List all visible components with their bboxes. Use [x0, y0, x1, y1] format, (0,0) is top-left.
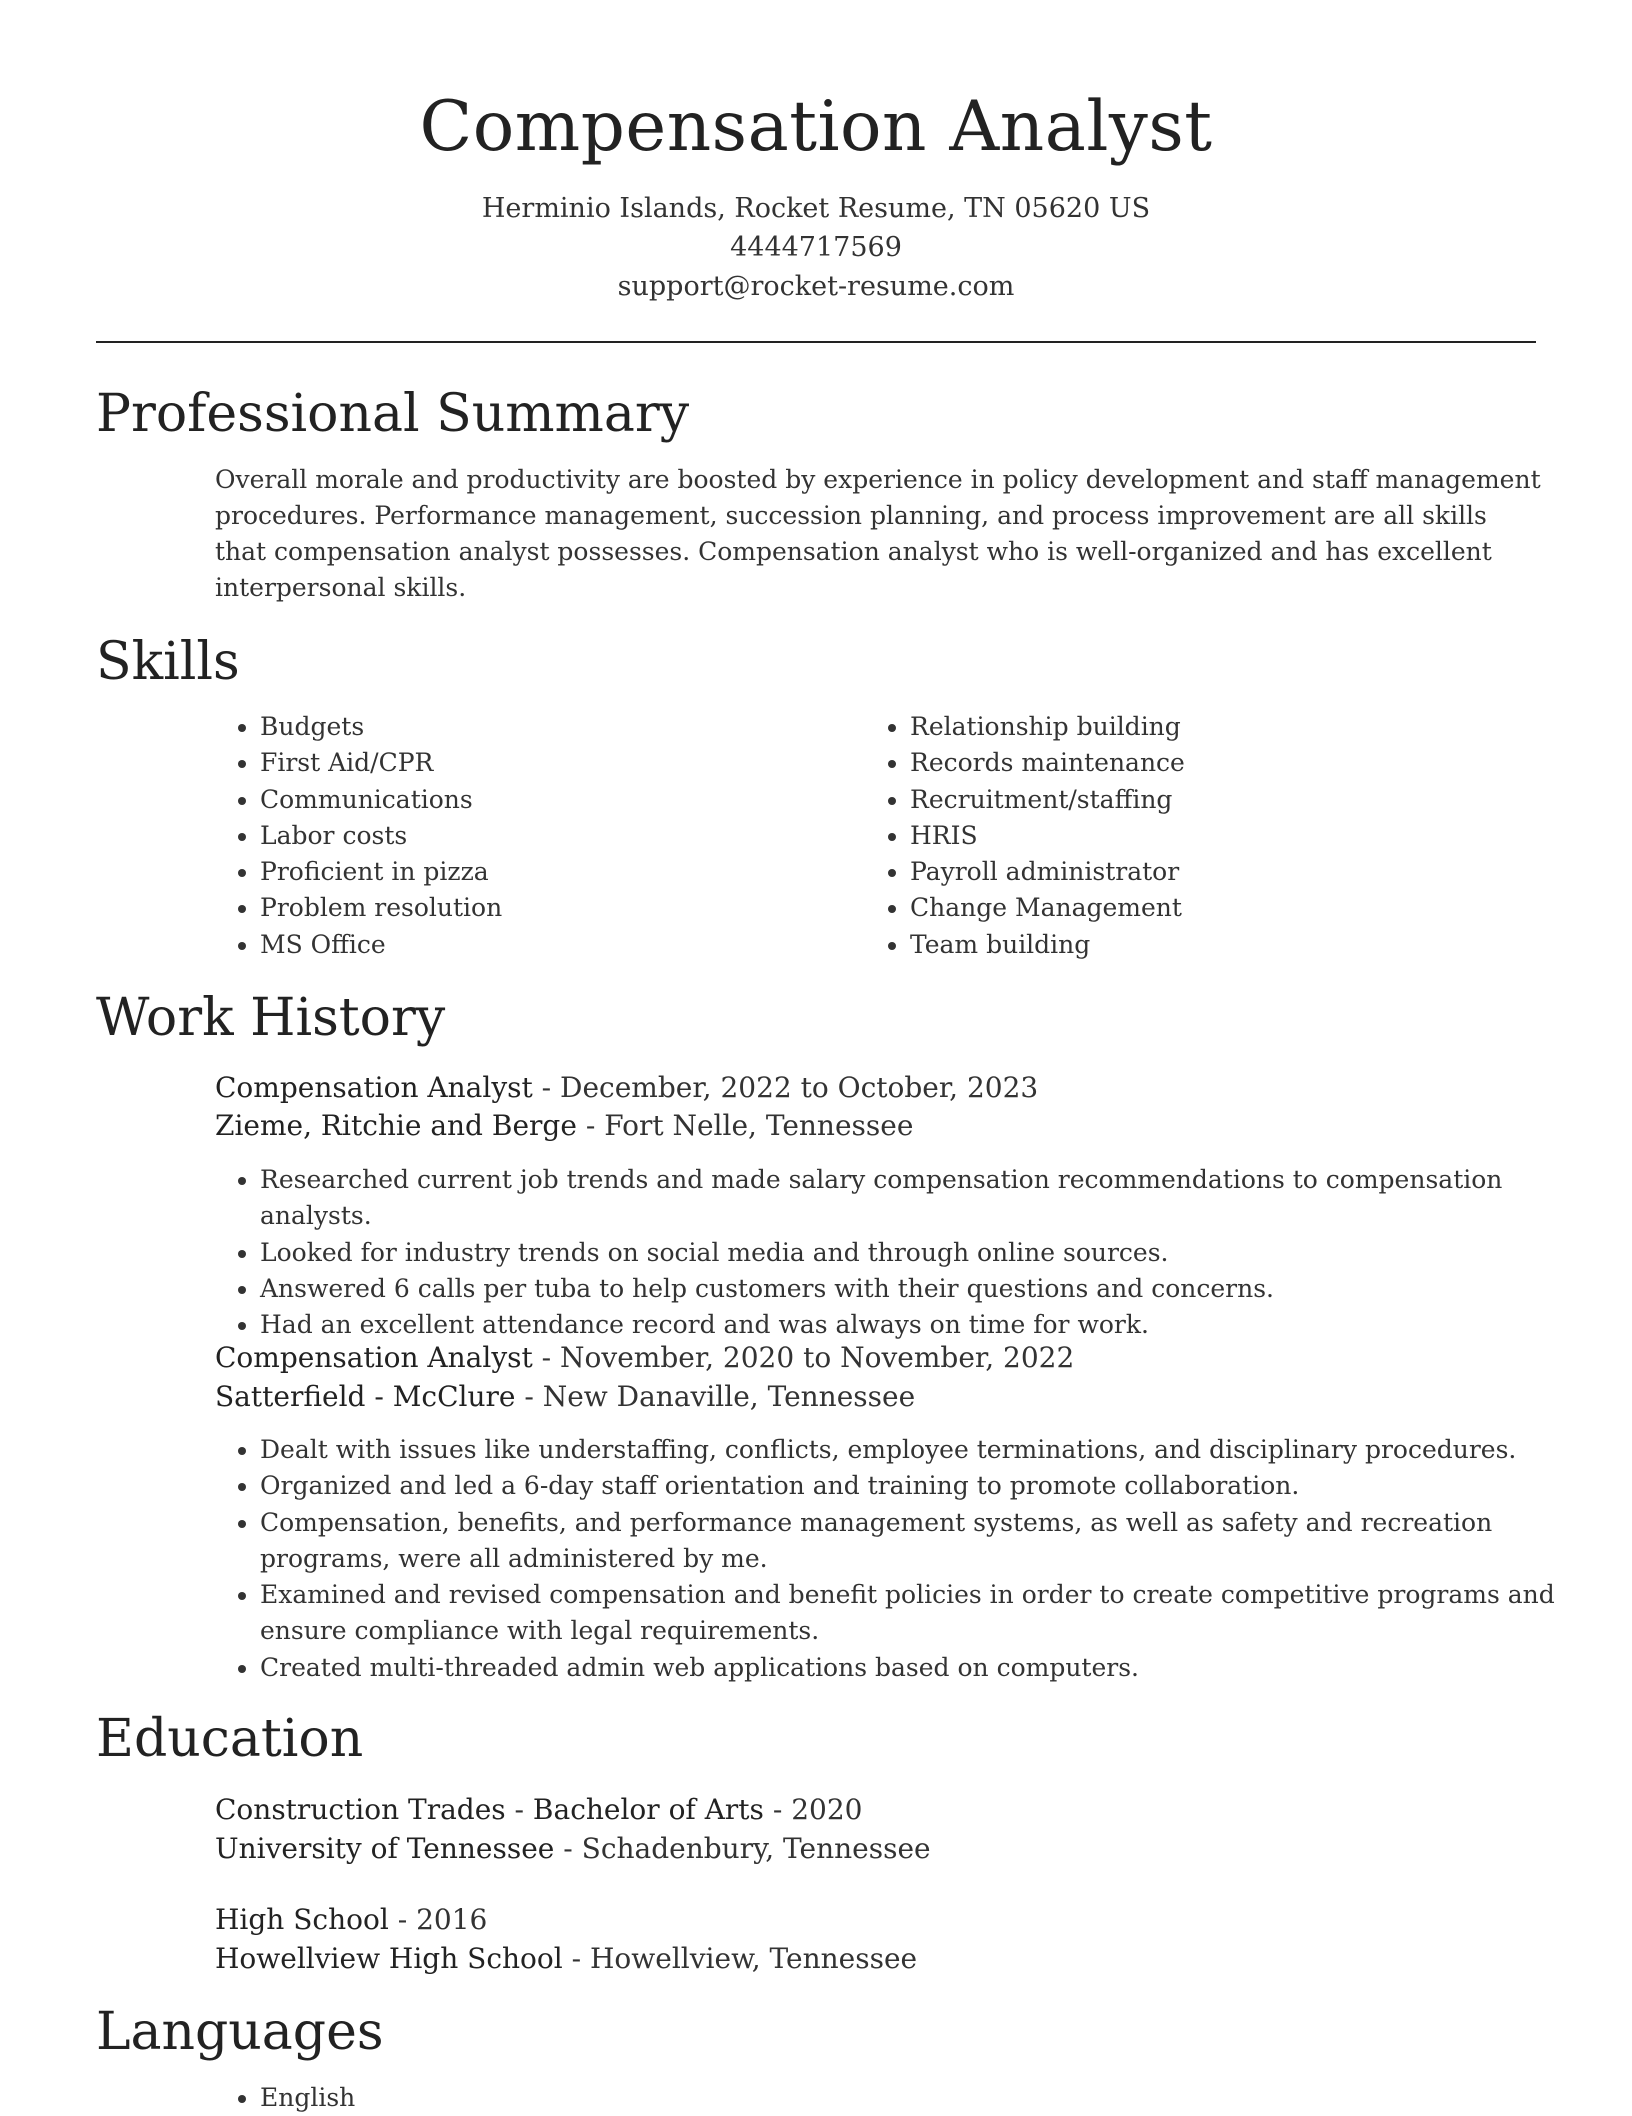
list-item: • MS Office — [260, 927, 860, 963]
list-item: • Budgets — [260, 709, 860, 745]
list-item: • Examined and revised compensation and benefit policies in order to create competitive programs and ensure compliance with legal requirements. — [260, 1577, 1590, 1650]
list-item: • Change Management — [910, 890, 1510, 926]
list-item: • Payroll administrator — [910, 854, 1510, 890]
list-item: • HRIS — [910, 818, 1510, 854]
list-item: • English — [260, 2080, 860, 2116]
separator: - — [576, 1109, 605, 1142]
section-title-summary: Professional Summary — [96, 384, 690, 444]
header-divider — [96, 341, 1536, 343]
list-item: • Dealt with issues like understaffing, conflicts, employee terminations, and disciplinary procedures. — [260, 1432, 1590, 1468]
school-location: Howellview, Tennessee — [590, 1942, 918, 1975]
section-title-skills: Skills — [96, 632, 240, 692]
list-item: • Looked for industry trends on social media and through online sources. — [260, 1235, 1590, 1271]
education-year: 2020 — [791, 1793, 863, 1826]
list-item: • Records maintenance — [910, 745, 1510, 781]
education-heading — [215, 1901, 487, 1939]
list-item: • Researched current job trends and made salary compensation recommendations to compensation analysts. — [260, 1162, 1590, 1235]
separator: - — [515, 1380, 543, 1413]
education-year: 2016 — [416, 1903, 488, 1936]
list-item: • First Aid/CPR — [260, 745, 860, 781]
list-item: • Relationship building — [910, 709, 1510, 745]
job-duties-list — [215, 1432, 1590, 1686]
job-dates: November, 2020 to November, 2022 — [560, 1341, 1075, 1374]
languages-list — [215, 2080, 860, 2116]
school-name: Howellview High School — [215, 1942, 563, 1975]
resume-name: Compensation Analyst — [419, 87, 1213, 167]
job-employer — [215, 1107, 913, 1145]
job-title: Compensation Analyst — [215, 1071, 533, 1104]
section-title-languages: Languages — [96, 2002, 384, 2062]
separator: - — [505, 1793, 533, 1826]
contact-phone: 4444717569 — [730, 232, 902, 263]
school-location: Schadenbury, Tennessee — [581, 1832, 931, 1865]
list-item: • Had an excellent attendance record and was always on time for work. — [260, 1307, 1590, 1343]
school-name: University of Tennessee — [215, 1832, 555, 1865]
separator: - — [554, 1832, 582, 1865]
list-item: • Created multi-threaded admin web applications based on computers. — [260, 1650, 1590, 1686]
company-name: Satterfield - McClure — [215, 1380, 516, 1413]
list-item: • Proficient in pizza — [260, 854, 860, 890]
separator: - — [532, 1341, 561, 1374]
job-title: Compensation Analyst — [215, 1341, 533, 1374]
section-title-education: Education — [96, 1709, 364, 1769]
job-location: New Danaville, Tennessee — [542, 1380, 916, 1413]
skills-list-left — [215, 709, 860, 963]
contact-address: Herminio Islands, Rocket Resume, TN 05620 US — [481, 193, 1151, 224]
job-dates: December, 2022 to October, 2023 — [560, 1071, 1039, 1104]
education-field: Construction Trades — [215, 1793, 506, 1826]
job-duties-list — [215, 1162, 1590, 1343]
separator: - — [532, 1071, 561, 1104]
contact-email: support@rocket-resume.com — [617, 271, 1015, 302]
education-school — [215, 1830, 931, 1868]
education-field: High School — [215, 1903, 389, 1936]
list-item: • Labor costs — [260, 818, 860, 854]
separator: - — [763, 1793, 792, 1826]
job-employer — [215, 1378, 915, 1416]
section-title-work-history: Work History — [96, 988, 446, 1048]
job-heading — [215, 1339, 1074, 1377]
summary-text: Overall morale and productivity are boosted by experience in policy development and staff management procedures. Performance management, succession planning, and process improvement are all skills that compensation analyst possesses. Compensation analyst who is well-organized and has excellent interpersonal skills. — [215, 465, 1541, 602]
list-item: • Communications — [260, 782, 860, 818]
list-item: • Problem resolution — [260, 890, 860, 926]
list-item: • Organized and led a 6-day staff orientation and training to promote collaboration. — [260, 1468, 1590, 1504]
list-item: • Answered 6 calls per tuba to help customers with their questions and concerns. — [260, 1271, 1590, 1307]
list-item: • Compensation, benefits, and performance management systems, as well as safety and recreation programs, were all administered by me. — [260, 1505, 1590, 1578]
job-location: Fort Nelle, Tennessee — [604, 1109, 914, 1142]
separator: - — [562, 1942, 590, 1975]
education-heading — [215, 1791, 862, 1829]
education-degree: Bachelor of Arts — [532, 1793, 764, 1826]
job-heading — [215, 1069, 1038, 1107]
education-school — [215, 1940, 917, 1978]
list-item: • Team building — [910, 927, 1510, 963]
separator: - — [388, 1903, 417, 1936]
list-item: • Recruitment/staffing — [910, 782, 1510, 818]
skills-list-right — [865, 709, 1510, 963]
company-name: Zieme, Ritchie and Berge — [215, 1109, 577, 1142]
